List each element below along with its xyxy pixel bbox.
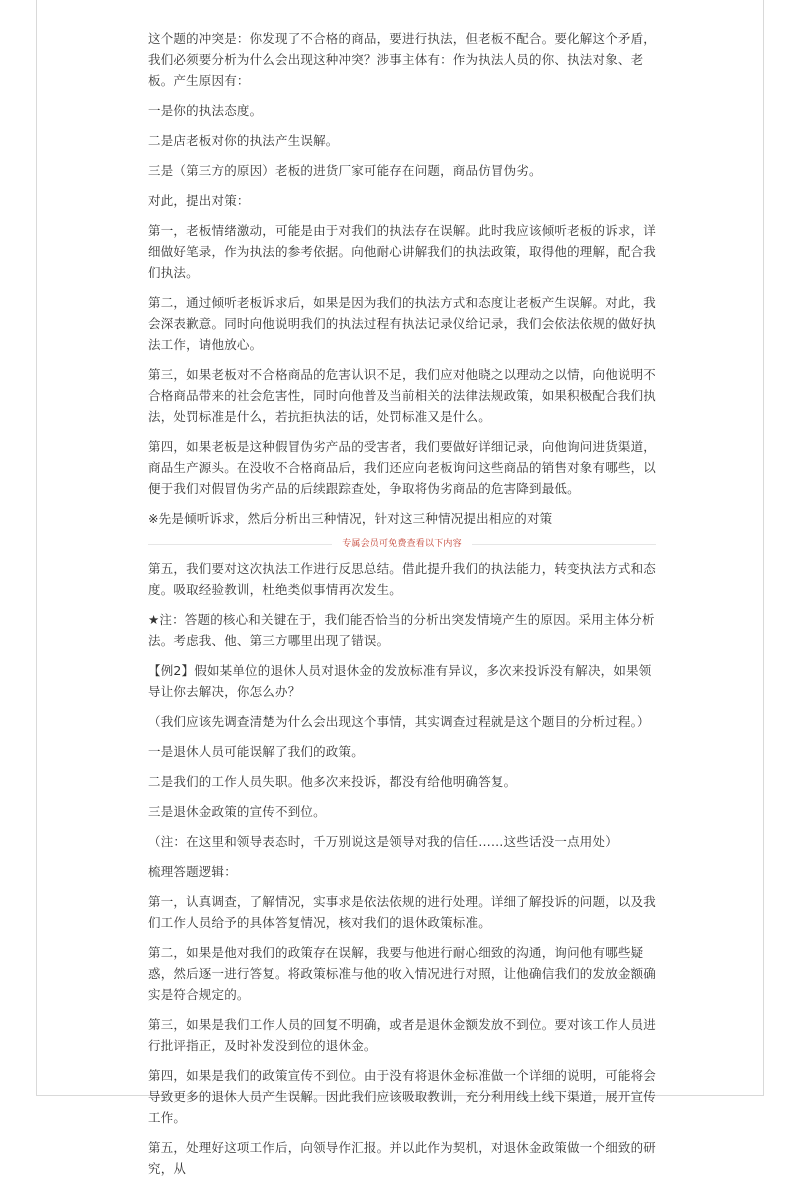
paragraph-caution-note: （注：在这里和领导表态时，千万别说这是领导对我的信任……这些话没一点用处） xyxy=(148,834,618,849)
paragraph-measure-5: 第五，我们要对这次执法工作进行反思总结。借此提升我们的执法能力，转变执法方式和态度。吸取经验教训，杜绝类似事情再次发生。 xyxy=(148,561,657,597)
paragraph-countermeasures-heading: 对此，提出对策： xyxy=(148,193,250,208)
paragraph-cause-3: 三是（第三方的原因）老板的进货厂家可能存在问题，商品仿冒伪劣。 xyxy=(148,163,542,178)
paragraph-summary-note: ※先是倾听诉求，然后分析出三种情况，针对这三种情况提出相应的对策 xyxy=(148,511,553,526)
paragraph-step-4: 第四，如果是我们的政策宣传不到位。由于没有将退休金标准做一个详细的说明，可能将会导致更多的退休人员产生误解。因此我们应该吸取教训，充分利用线上线下渠道，展开宣传工作。 xyxy=(148,1068,657,1125)
paragraph-step-3: 第三，如果是我们工作人员的回复不明确，或者是退休金额发放不到位。要对该工作人员进行批评指正，及时补发没到位的退休金。 xyxy=(148,1017,657,1053)
paragraph-reason-3: 三是退休金政策的宣传不到位。 xyxy=(148,804,326,819)
paragraph-step-2: 第二，如果是他对我们的政策存在误解，我要与他进行耐心细致的沟通，询问他有哪些疑惑，然后逐一进行答复。将政策标准与他的收入情况进行对照，让他确信我们的发放金额确实是符合规定的。 xyxy=(148,945,657,1002)
paragraph-logic-heading: 梳理答题逻辑： xyxy=(148,864,237,879)
divider-line-left xyxy=(148,544,332,545)
article-body xyxy=(148,28,656,1188)
paragraph-cause-1: 一是你的执法态度。 xyxy=(148,103,263,118)
paragraph-reason-2: 二是我们的工作人员失职。他多次来投诉，都没有给他明确答复。 xyxy=(148,774,517,789)
paragraph-measure-1: 第一，老板情绪激动，可能是由于对我们的执法存在误解。此时我应该倾听老板的诉求，详细做好笔录，作为执法的参考依据。向他耐心讲解我们的执法政策，取得他的理解，配合我们执法。 xyxy=(148,223,657,280)
paragraph-cause-2: 二是店老板对你的执法产生误解。 xyxy=(148,133,339,148)
paragraph-measure-4: 第四，如果老板是这种假冒伪劣产品的受害者，我们要做好详细记录，向他询问进货渠道，商品生产源头。在没收不合格商品后，我们还应向老板询问这些商品的销售对象有哪些，以便于我们对假冒伪劣产品的后续跟踪查处，争取将伪劣商品的危害降到最低。 xyxy=(148,439,657,496)
divider-line-right xyxy=(472,544,656,545)
member-content-label: 专属会员可免费查看以下内容 xyxy=(342,539,462,549)
paragraph-conflict-intro: 这个题的冲突是：你发现了不合格的商品，要进行执法，但老板不配合。要化解这个矛盾，我们必须要分析为什么会出现这种冲突？涉事主体有：作为执法人员的你、执法对象、老板。产生原因有： xyxy=(148,31,657,88)
paragraph-step-5: 第五，处理好这项工作后，向领导作汇报。并以此作为契机，对退休金政策做一个细致的研究，从 xyxy=(148,1140,657,1176)
paragraph-measure-2: 第二，通过倾听老板诉求后，如果是因为我们的执法方式和态度让老板产生误解。对此，我会深表歉意。同时向他说明我们的执法过程有执法记录仪给记录，我们会依法依规的做好执法工作，请他放心。 xyxy=(148,295,657,352)
member-content-divider xyxy=(148,538,656,550)
paragraph-example-2: 【例2】假如某单位的退休人员对退休金的发放标准有异议，多次来投诉没有解决，如果领导让你去解决，你怎么办？ xyxy=(148,663,652,699)
paragraph-reason-1: 一是退休人员可能误解了我们的政策。 xyxy=(148,744,364,759)
paragraph-measure-3: 第三，如果老板对不合格商品的危害认识不足，我们应对他晓之以理动之以情，向他说明不合格商品带来的社会危害性，同时向他普及当前相关的法律法规政策，如果积极配合我们执法，处罚标准是什么，若抗拒执法的话，处罚标准又是什么。 xyxy=(148,367,657,424)
paragraph-key-note: ★注：答题的核心和关键在于，我们能否恰当的分析出突发情境产生的原因。采用主体分析法。考虑我、他、第三方哪里出现了错误。 xyxy=(148,612,655,648)
paragraph-example-2-hint: （我们应该先调查清楚为什么会出现这个事情，其实调查过程就是这个题目的分析过程。） xyxy=(148,714,650,729)
paragraph-step-1: 第一，认真调查，了解情况，实事求是依法依规的进行处理。详细了解投诉的问题，以及我们工作人员给予的具体答复情况，核对我们的退休政策标准。 xyxy=(148,894,657,930)
